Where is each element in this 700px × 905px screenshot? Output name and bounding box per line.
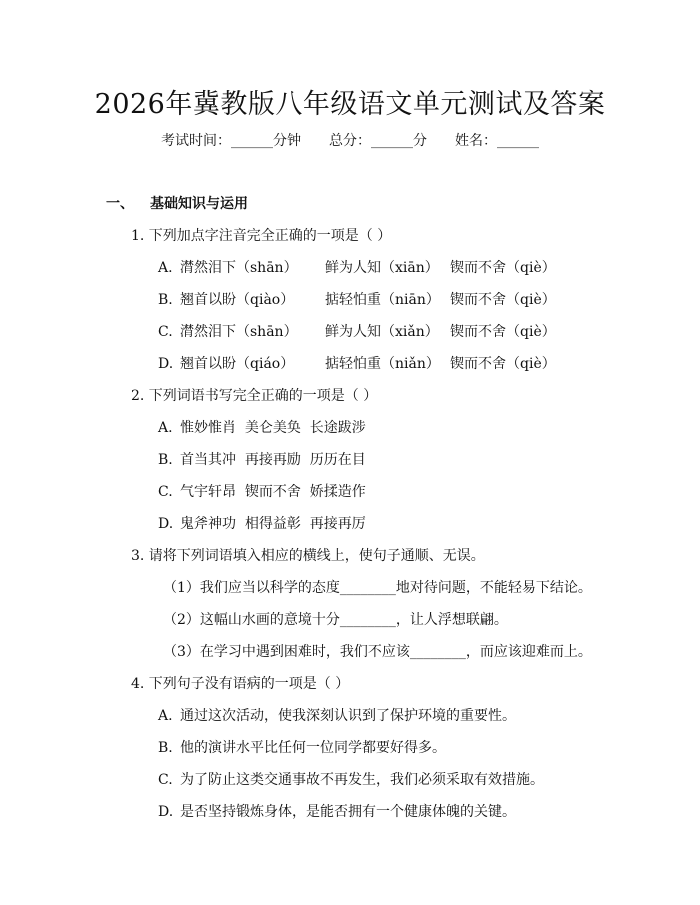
question-1-option-b [158, 289, 556, 309]
option-word: 锲而不舍（qiè） [450, 260, 556, 276]
option-text: 鬼斧神功 相得益彰 再接再厉 [180, 516, 366, 532]
option-label: A. [158, 260, 173, 276]
question-4-option-c [158, 769, 544, 789]
option-word: 翘首以盼（qiào） [180, 292, 295, 308]
option-label: D. [158, 356, 174, 372]
section-heading [106, 193, 248, 213]
option-word: 掂轻怕重（niǎn） [325, 356, 440, 372]
question-2-option-c [158, 481, 366, 501]
exam-meta [0, 130, 700, 150]
option-label: B. [158, 292, 173, 308]
question-3-item-3: （3）在学习中遇到困难时，我们不应该________，而应该迎难而上。 [163, 644, 592, 660]
question-3-item-2: （2）这幅山水画的意境十分________，让人浮想联翩。 [163, 612, 508, 628]
option-word: 掂轻怕重（niān） [325, 292, 440, 308]
question-2-option-a [158, 417, 366, 437]
option-word: 锲而不舍（qiè） [450, 324, 556, 340]
option-word: 锲而不舍（qiè） [450, 356, 556, 372]
question-4-option-b [158, 737, 446, 757]
option-text: 气宇轩昂 锲而不舍 娇揉造作 [180, 484, 366, 500]
option-label: B. [158, 740, 173, 756]
question-2-stem: 2. 下列词语书写完全正确的一项是（ ） [131, 388, 378, 404]
question-3-item-1: （1）我们应当以科学的态度________地对待问题，不能轻易下结论。 [163, 580, 592, 596]
question-4-option-d [158, 801, 516, 821]
option-label: C. [158, 484, 173, 500]
option-label: C. [158, 772, 173, 788]
option-text: 为了防止这类交通事故不再发生，我们必须采取有效措施。 [180, 772, 544, 788]
option-word: 翘首以盼（qiáo） [180, 356, 295, 372]
option-label: C. [158, 324, 173, 340]
total-score: 总分：______分 [329, 133, 427, 149]
question-4-stem: 4. 下列句子没有语病的一项是（ ） [131, 676, 350, 692]
question-2-option-d [158, 513, 366, 533]
option-text: 他的演讲水平比任何一位同学都要好得多。 [180, 740, 446, 756]
question-4-option-a [158, 705, 516, 725]
option-label: D. [158, 516, 174, 532]
option-text: 惟妙惟肖 美仑美奂 长途跋涉 [180, 420, 366, 436]
option-text: 通过这次活动，使我深刻认识到了保护环境的重要性。 [180, 708, 516, 724]
question-1-option-c [158, 321, 556, 341]
option-word: 鲜为人知（xiǎn） [325, 324, 439, 340]
option-word: 潸然泪下（shān） [180, 324, 298, 340]
option-label: A. [158, 708, 173, 724]
question-1-option-d [158, 353, 556, 373]
option-text: 是否坚持锻炼身体，是能否拥有一个健康体魄的关键。 [180, 804, 516, 820]
student-name: 姓名：______ [455, 133, 539, 149]
option-label: B. [158, 452, 173, 468]
option-word: 鲜为人知（xiān） [325, 260, 439, 276]
question-1-stem: 1. 下列加点字注音完全正确的一项是（ ） [131, 228, 392, 244]
section-label: 基础知识与运用 [150, 196, 248, 212]
section-number: 一、 [106, 196, 134, 212]
option-text: 首当其冲 再接再励 历历在目 [180, 452, 366, 468]
option-word: 潸然泪下（shān） [180, 260, 298, 276]
option-label: D. [158, 804, 174, 820]
exam-time: 考试时间：______分钟 [161, 133, 301, 149]
question-1-option-a [158, 257, 556, 277]
question-2-option-b [158, 449, 366, 469]
page-title: 2026年冀教版八年级语文单元测试及答案 [94, 89, 606, 120]
option-label: A. [158, 420, 173, 436]
option-word: 锲而不舍（qiè） [450, 292, 556, 308]
question-3-stem: 3. 请将下列词语填入相应的横线上，使句子通顺、无误。 [131, 548, 485, 564]
